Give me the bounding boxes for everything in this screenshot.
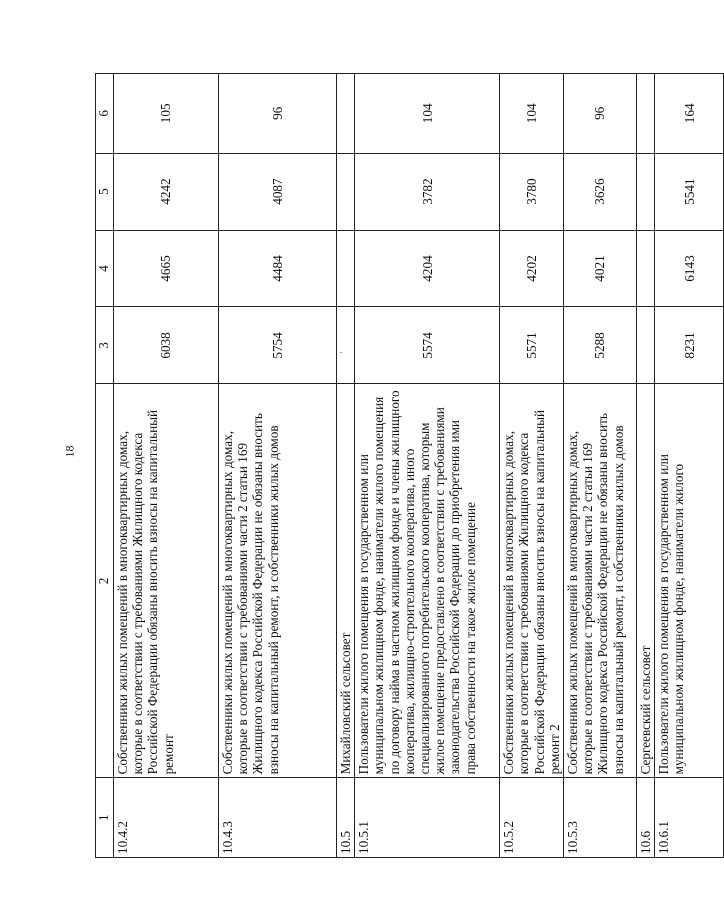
row-code-cell: 10.6 xyxy=(637,778,655,858)
row-code-cell: 10.5.1 xyxy=(355,778,500,858)
row-code-cell: 10.5.2 xyxy=(500,778,564,858)
row-value-col5 xyxy=(337,153,355,230)
row-value-col4: 4202 xyxy=(500,230,564,307)
row-value-col5: 3782 xyxy=(355,153,500,230)
row-value-col6 xyxy=(637,74,655,154)
tariff-table xyxy=(95,73,724,858)
row-value-col5: 3626 xyxy=(564,153,637,230)
row-value-col5: 3780 xyxy=(500,153,564,230)
page-number: 18 xyxy=(62,445,77,458)
table-body xyxy=(96,74,724,858)
table-row xyxy=(655,74,724,858)
row-value-col4: 4484 xyxy=(219,230,337,307)
table-row xyxy=(564,74,637,858)
header-cell: 2 xyxy=(96,384,114,778)
table-header-row xyxy=(96,74,114,858)
table-row xyxy=(337,74,355,858)
row-code-cell: 10.5.3 xyxy=(564,778,637,858)
row-description-cell: Пользователи жилого помещения в государственном или муниципальном жилищном фонде, наниматели жилого помещения по договору найма в частном жилищном фонде и члены жилищного кооператива, жилищно-строительного кооператива, иного специализированного потребительского кооператива, которым жилое помещение предоставлено в соответствии с требованиями законодательства Российской Федерации до приобретения ими права собственности на такое жилое помещение xyxy=(355,384,500,778)
row-value-col6: 104 xyxy=(355,74,500,154)
row-value-col3: 8231 xyxy=(655,307,724,384)
row-value-col4 xyxy=(337,230,355,307)
tariff-table-container xyxy=(95,73,697,858)
row-value-col5: 5541 xyxy=(655,153,724,230)
row-value-col6 xyxy=(337,74,355,154)
header-cell: 1 xyxy=(96,778,114,858)
row-value-col6: 104 xyxy=(500,74,564,154)
row-description-cell: Собственники жилых помещений в многоквартирных домах, которые в соответствии с требованиями части 2 статьи 169 Жилищного кодекса Российской Федерации не обязаны вносить взносы на капитальный ремонт, и собственники жилых домов xyxy=(564,384,637,778)
row-value-col4: 4204 xyxy=(355,230,500,307)
row-value-col5: 4242 xyxy=(114,153,219,230)
row-description-cell: Собственники жилых помещений в многоквартирных домах, которые в соответствии с требованиями Жилищного кодекса Российской Федерации обязаны вносить взносы на капитальный ремонт 2 xyxy=(500,384,564,778)
row-description-cell: Пользователи жилого помещения в государственном или муниципальном жилищном фонде, наниматели жилого xyxy=(655,384,724,778)
table-row xyxy=(114,74,219,858)
row-value-col5 xyxy=(637,153,655,230)
row-value-col3: 6038 xyxy=(114,307,219,384)
header-cell: 5 xyxy=(96,153,114,230)
table-row xyxy=(500,74,564,858)
row-code-cell: 10.6.1 xyxy=(655,778,724,858)
row-description-cell: Собственники жилых помещений в многоквартирных домах, которые в соответствии с требованиями Жилищного кодекса Российской Федерации обязаны вносить взносы на капитальный ремонт xyxy=(114,384,219,778)
row-code-cell: 10.5 xyxy=(337,778,355,858)
row-description-cell: Михайловский сельсовет xyxy=(337,384,355,778)
header-cell: 4 xyxy=(96,230,114,307)
row-value-col4 xyxy=(637,230,655,307)
row-value-col3: 5288 xyxy=(564,307,637,384)
row-value-col4: 4021 xyxy=(564,230,637,307)
row-value-col6: 105 xyxy=(114,74,219,154)
table-row xyxy=(637,74,655,858)
row-value-col3: 5754 xyxy=(219,307,337,384)
row-code-cell: 10.4.2 xyxy=(114,778,219,858)
row-value-col4: 6143 xyxy=(655,230,724,307)
row-value-col3: 5574 xyxy=(355,307,500,384)
row-value-col5: 4087 xyxy=(219,153,337,230)
row-value-col3 xyxy=(637,307,655,384)
row-description-cell: Собственники жилых помещений в многоквартирных домах, которые в соответствии с требованиями части 2 статьи 169 Жилищного кодекса Российской Федерации не обязаны вносить взносы на капитальный ремонт, и собственники жилых домов xyxy=(219,384,337,778)
row-code-cell: 10.4.3 xyxy=(219,778,337,858)
header-cell: 6 xyxy=(96,74,114,154)
table-row xyxy=(219,74,337,858)
row-value-col3: 5571 xyxy=(500,307,564,384)
row-description-cell: Сергеевский сельсовет xyxy=(637,384,655,778)
row-value-col6: 164 xyxy=(655,74,724,154)
header-cell: 3 xyxy=(96,307,114,384)
row-value-col6: 96 xyxy=(219,74,337,154)
row-value-col4: 4665 xyxy=(114,230,219,307)
row-value-col6: 96 xyxy=(564,74,637,154)
row-value-col3 xyxy=(337,307,355,384)
table-row xyxy=(355,74,500,858)
